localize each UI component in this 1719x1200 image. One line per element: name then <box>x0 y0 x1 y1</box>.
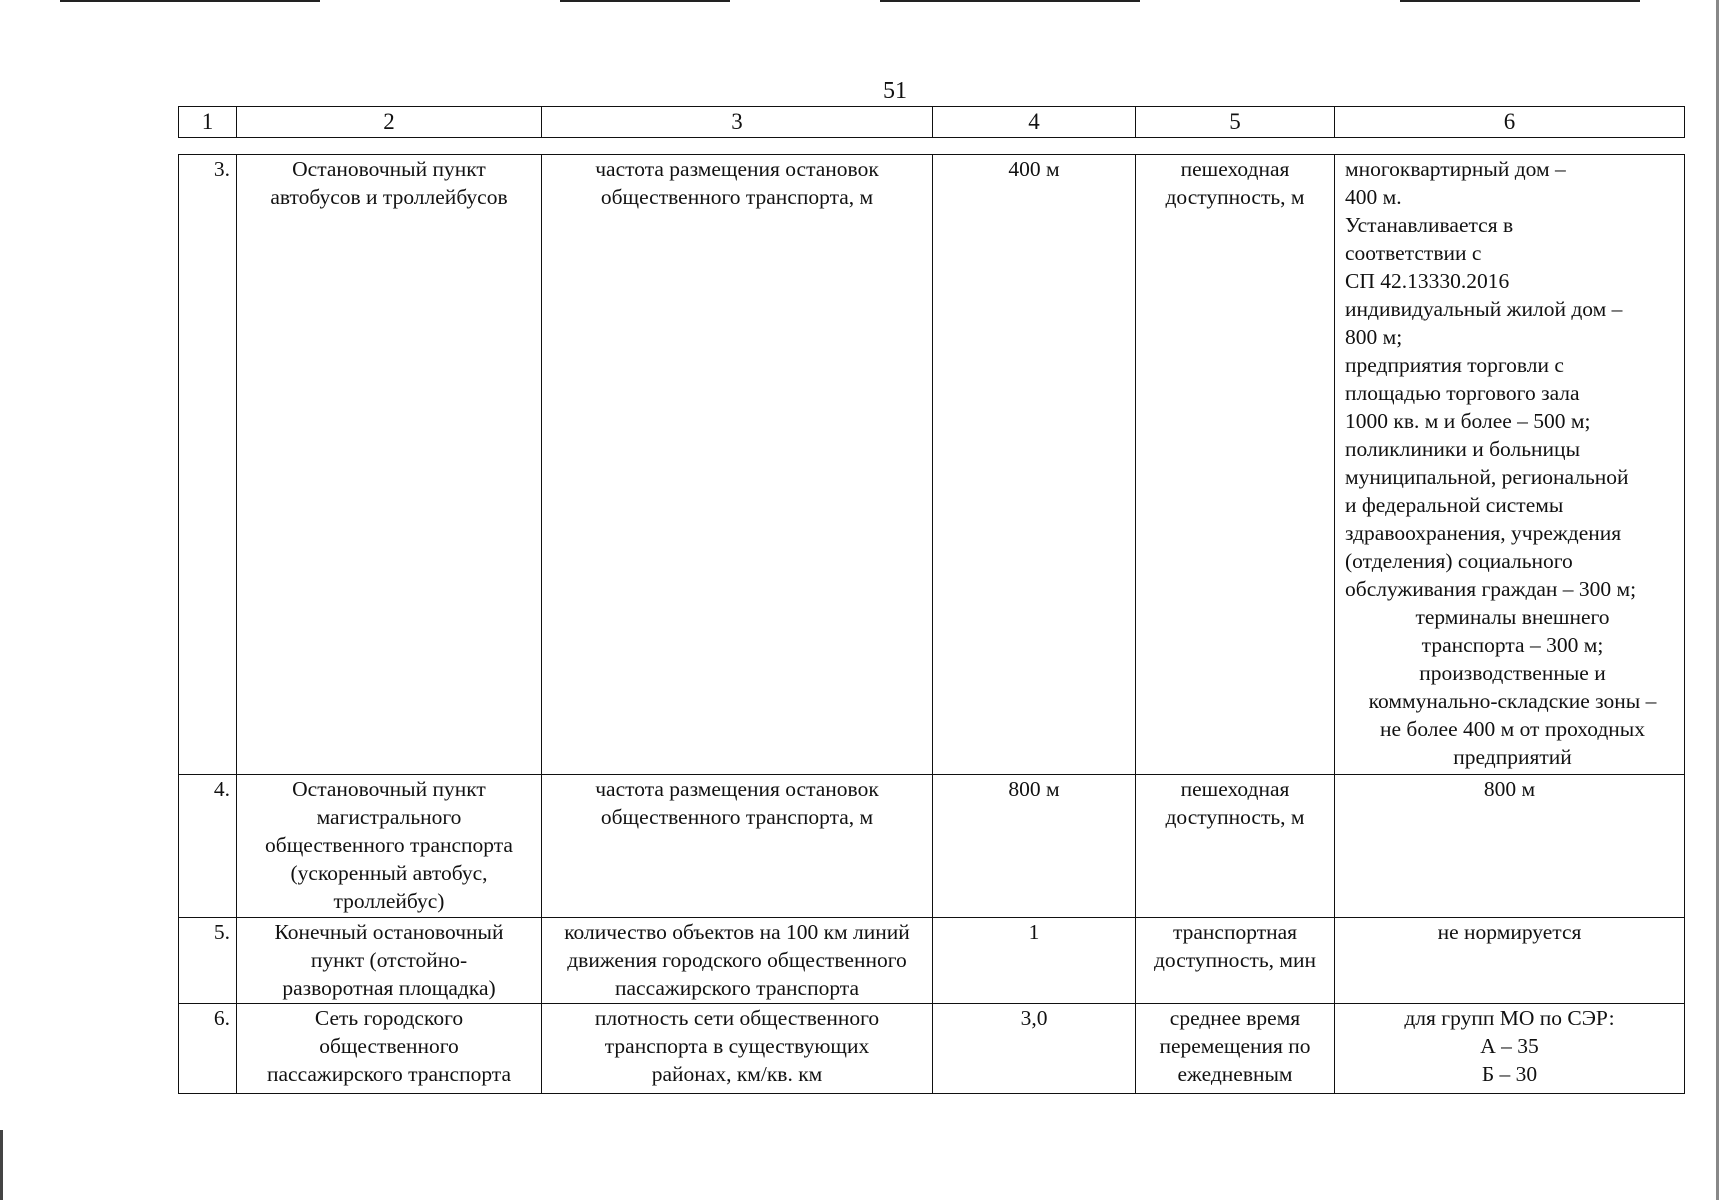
norm-cell: для групп МО по СЭР: А – 35 Б – 30 <box>1335 1004 1685 1094</box>
scan-edge-mark <box>560 0 730 2</box>
norm-cell: не нормируется <box>1335 918 1685 1004</box>
scan-edge-mark <box>1400 0 1640 2</box>
page-number: 51 <box>883 78 907 104</box>
norm-cell <box>1335 155 1685 775</box>
table-row <box>179 155 1685 775</box>
row-number: 6. <box>179 1004 237 1094</box>
column-header-2: 2 <box>237 107 542 138</box>
header-row <box>179 107 1685 138</box>
norms-table <box>178 154 1685 1094</box>
table-row <box>179 1004 1685 1094</box>
value-cell: 800 м <box>933 775 1136 918</box>
column-header-3: 3 <box>542 107 933 138</box>
norm-cell: 800 м <box>1335 775 1685 918</box>
row-number: 5. <box>179 918 237 1004</box>
norm-text-left: многоквартирный дом – 400 м. Устанавливается в соответствии с СП 42.13330.2016 индивидуальный жилой дом – 800 м; предприятия торговли с площадью торгового зала 1000 кв. м и более – 500 м; поликлиники и больницы муниципальной, региональной и федеральной системы здравоохранения, учреждения (отделения) социального обслуживания граждан – 300 м; <box>1345 157 1637 601</box>
table-row <box>179 918 1685 1004</box>
scan-edge-mark <box>0 1130 3 1200</box>
row-number: 4. <box>179 775 237 918</box>
indicator-cell: плотность сети общественного транспорта в существующих районах, км/кв. км <box>542 1004 933 1094</box>
accessibility-cell: пешеходная доступность, м <box>1136 775 1335 918</box>
value-cell: 1 <box>933 918 1136 1004</box>
object-name-cell: Остановочный пункт автобусов и троллейбусов <box>237 155 542 775</box>
indicator-cell: частота размещения остановок общественного транспорта, м <box>542 775 933 918</box>
table-row <box>179 775 1685 918</box>
column-header-4: 4 <box>933 107 1136 138</box>
value-cell: 3,0 <box>933 1004 1136 1094</box>
scan-edge-mark <box>880 0 1140 2</box>
accessibility-cell: среднее время перемещения по ежедневным <box>1136 1004 1335 1094</box>
object-name-cell: Остановочный пункт магистрального общественного транспорта (ускоренный автобус, троллейбус) <box>237 775 542 918</box>
indicator-cell: количество объектов на 100 км линий движения городского общественного пассажирского транспорта <box>542 918 933 1004</box>
column-header-1: 1 <box>179 107 237 138</box>
accessibility-cell: транспортная доступность, мин <box>1136 918 1335 1004</box>
column-number-header <box>178 106 1685 138</box>
object-name-cell: Сеть городского общественного пассажирского транспорта <box>237 1004 542 1094</box>
accessibility-cell: пешеходная доступность, м <box>1136 155 1335 775</box>
object-name-cell: Конечный остановочный пункт (отстойно- разворотная площадка) <box>237 918 542 1004</box>
value-cell: 400 м <box>933 155 1136 775</box>
indicator-cell: частота размещения остановок общественного транспорта, м <box>542 155 933 775</box>
row-number: 3. <box>179 155 237 775</box>
scan-edge-mark <box>60 0 320 2</box>
column-header-6: 6 <box>1335 107 1685 138</box>
column-header-5: 5 <box>1136 107 1335 138</box>
norm-text-center: терминалы внешнего транспорта – 300 м; производственные и коммунально-складские зоны – не более 400 м от проходных предприятий <box>1368 605 1657 769</box>
